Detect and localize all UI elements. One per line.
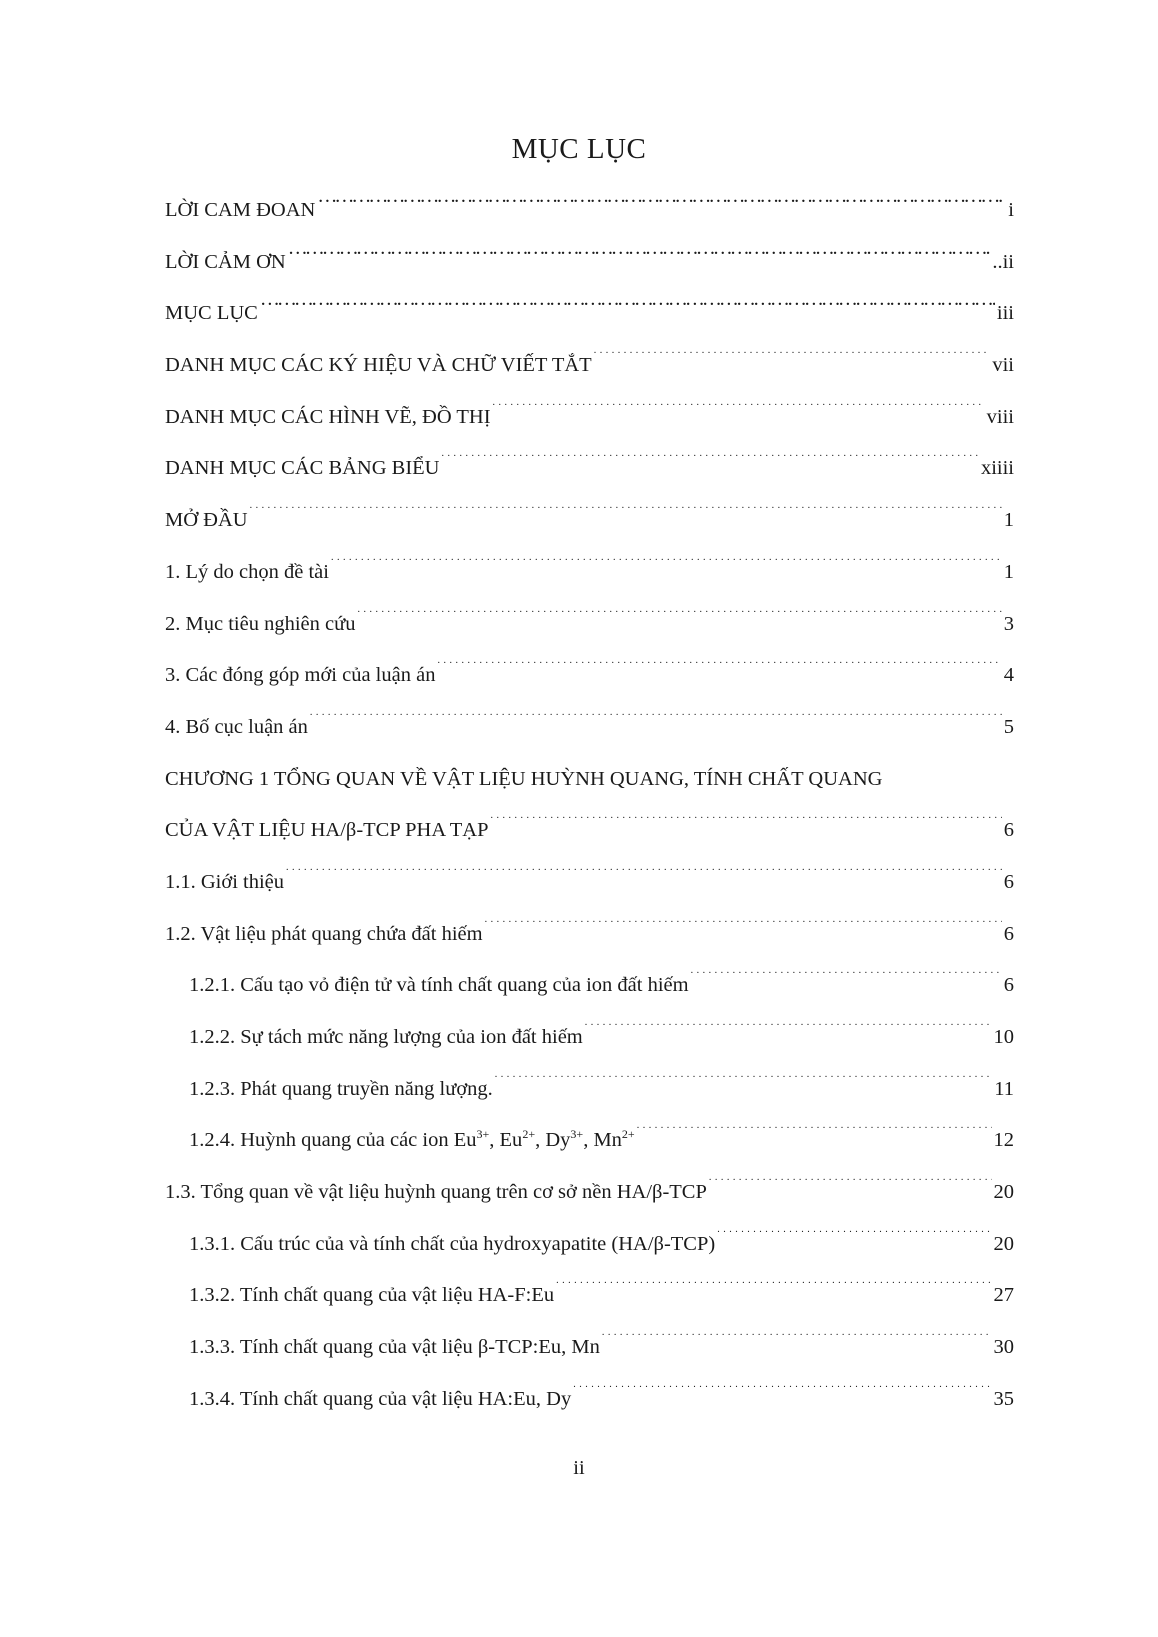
- toc-entry-chapter-1: [165, 759, 1014, 862]
- dot-leader: [331, 557, 1002, 578]
- toc-entry-label: LỜI CẢM ƠN: [165, 250, 286, 273]
- chapter-1-title-line-2: CỦA VẬT LIỆU HA/β-TCP PHA TẠP: [165, 819, 489, 842]
- dot-leader: [493, 402, 985, 423]
- toc-entry-label: 1.3.2. Tính chất quang của vật liệu HA-F:Eu: [189, 1284, 555, 1307]
- toc-entry-page: 27: [993, 1284, 1014, 1307]
- toc-entry-label: 1.2. Vật liệu phát quang chứa đất hiếm: [165, 922, 483, 945]
- toc-entry-page: 20: [993, 1181, 1014, 1204]
- dot-leader: [288, 247, 991, 268]
- dot-leader: [556, 1281, 991, 1302]
- mn-separator: , Mn: [583, 1129, 622, 1152]
- dot-leader: [717, 1229, 991, 1250]
- toc-entry-page: i: [1008, 199, 1014, 221]
- toc-entry: [165, 552, 1014, 604]
- dot-leader: [310, 712, 1002, 733]
- dot-leader: [442, 454, 979, 475]
- page-title: MỤC LỤC: [511, 133, 647, 165]
- toc-entry-page: 10: [993, 1026, 1014, 1049]
- toc-entry-page: viii: [986, 405, 1014, 428]
- toc-entry-label: 1.3.1. Cấu trúc của và tính chất của hydroxyapatite (HA/β-TCP): [189, 1232, 716, 1255]
- dot-leader: [709, 1178, 992, 1199]
- dot-leader: [286, 867, 1002, 888]
- dot-leader: [317, 196, 1006, 217]
- toc-entry-page: 1: [1003, 560, 1014, 583]
- toc-entry-page: 3: [1003, 612, 1014, 635]
- dot-leader: [594, 351, 991, 372]
- dot-leader: [602, 1333, 992, 1354]
- toc-entry: [165, 604, 1014, 656]
- toc-entry-label: MỞ ĐẦU: [165, 509, 248, 532]
- dot-leader: [485, 919, 1002, 940]
- toc-entry-page: 6: [1003, 974, 1014, 997]
- toc-entry-label: MỤC LỤC: [165, 302, 258, 325]
- toc-entry-label: 1.2.2. Sự tách mức năng lượng của ion đất hiếm: [189, 1026, 583, 1049]
- toc-entry-label: 1. Lý do chọn đề tài: [165, 560, 329, 583]
- dot-leader: [437, 661, 1001, 682]
- toc-entry-label: 3. Các đóng góp mới của luận án: [165, 664, 436, 687]
- toc-entry: [165, 914, 1014, 966]
- toc-entry-page: xiiii: [980, 457, 1014, 480]
- toc-entry-label: 2. Mục tiêu nghiên cứu: [165, 612, 356, 635]
- toc-entry-page: 4: [1003, 664, 1014, 687]
- toc-entry-page: 6: [1003, 870, 1014, 893]
- toc-entry-label: DANH MỤC CÁC KÝ HIỆU VÀ CHỮ VIẾT TẮT: [165, 354, 592, 377]
- eu2-superscript: 2+: [522, 1127, 536, 1142]
- toc-entry-label: 1.3. Tổng quan về vật liệu huỳnh quang trên cơ sở nền HA/β-TCP: [165, 1181, 707, 1204]
- eu3-superscript: 3+: [476, 1127, 490, 1142]
- toc-entry-label: 1.1. Giới thiệu: [165, 870, 285, 893]
- dot-leader: [250, 506, 1002, 527]
- page-number-footer: ii: [573, 1457, 585, 1479]
- dot-leader: [691, 971, 1002, 992]
- toc-entry-label: DANH MỤC CÁC BẢNG BIỂU: [165, 457, 440, 480]
- toc-entry: [165, 190, 1014, 242]
- toc-entry: [165, 707, 1014, 759]
- toc-entry-page: 11: [994, 1077, 1014, 1100]
- dot-leader: [573, 1384, 991, 1405]
- toc-entry: [165, 1275, 1014, 1327]
- toc-entry-label: 1.3.4. Tính chất quang của vật liệu HA:Eu, Dy: [189, 1387, 572, 1410]
- toc-entry: [165, 242, 1014, 294]
- toc-entry: [165, 345, 1014, 397]
- dy-separator: , Dy: [535, 1129, 571, 1152]
- toc-entry-page: vii: [992, 354, 1014, 377]
- toc-entry: [165, 1069, 1014, 1121]
- dot-leader: [637, 1126, 992, 1147]
- toc-entry-label: 4. Bố cục luận án: [165, 715, 308, 738]
- toc-entry: [165, 397, 1014, 449]
- toc-entry: [165, 500, 1014, 552]
- toc-entry-page: 5: [1003, 715, 1014, 738]
- toc-entry-page: 6: [1003, 922, 1014, 945]
- toc-entry-page: 6: [1003, 819, 1014, 842]
- toc-entry-page: 35: [993, 1387, 1014, 1410]
- chapter-1-title-line-1: CHƯƠNG 1 TỔNG QUAN VỀ VẬT LIỆU HUỲNH QUANG, TÍNH CHẤT QUANG: [165, 767, 883, 790]
- dot-leader: [495, 1074, 992, 1095]
- toc-entry-label: 1.3.3. Tính chất quang của vật liệu β-TCP:Eu, Mn: [189, 1336, 600, 1359]
- toc-entry-page: ..ii: [992, 250, 1014, 273]
- toc-entry: [165, 293, 1014, 345]
- dot-leader: [357, 609, 1001, 630]
- toc-entry: [165, 862, 1014, 914]
- toc-entry: [165, 1379, 1014, 1431]
- toc-entry-ions: [165, 1120, 1014, 1172]
- toc-entry: [165, 1017, 1014, 1069]
- toc-entry: [165, 655, 1014, 707]
- toc-entry-page: iii: [996, 302, 1014, 325]
- toc-entry-page: 20: [993, 1232, 1014, 1255]
- toc-entry: [165, 448, 1014, 500]
- dot-leader: [490, 816, 1001, 837]
- table-of-contents: [165, 190, 1014, 1431]
- dy3-superscript: 3+: [570, 1127, 584, 1142]
- toc-entry-label: 1.2.1. Cấu tạo vỏ điện tử và tính chất quang của ion đất hiếm: [189, 974, 689, 997]
- dot-leader: [585, 1023, 992, 1044]
- ions-prefix: 1.2.4. Huỳnh quang của các ion Eu: [189, 1129, 477, 1152]
- toc-entry-label: DANH MỤC CÁC HÌNH VẼ, ĐỒ THỊ: [165, 405, 491, 428]
- toc-entry-label: LỜI CAM ĐOAN: [165, 199, 316, 221]
- toc-entry: [165, 965, 1014, 1017]
- toc-entry-label: 1.2.3. Phát quang truyền năng lượng.: [189, 1077, 493, 1100]
- toc-entry: [165, 1327, 1014, 1379]
- eu-separator: , Eu: [489, 1129, 523, 1152]
- dot-leader: [260, 299, 995, 320]
- toc-entry-label: [189, 1120, 635, 1160]
- toc-entry-page: 30: [993, 1336, 1014, 1359]
- mn2-superscript: 2+: [621, 1127, 635, 1142]
- toc-entry: [165, 1172, 1014, 1224]
- toc-entry-page: 12: [993, 1129, 1014, 1152]
- toc-entry-page: 1: [1003, 509, 1014, 532]
- toc-entry: [165, 1224, 1014, 1276]
